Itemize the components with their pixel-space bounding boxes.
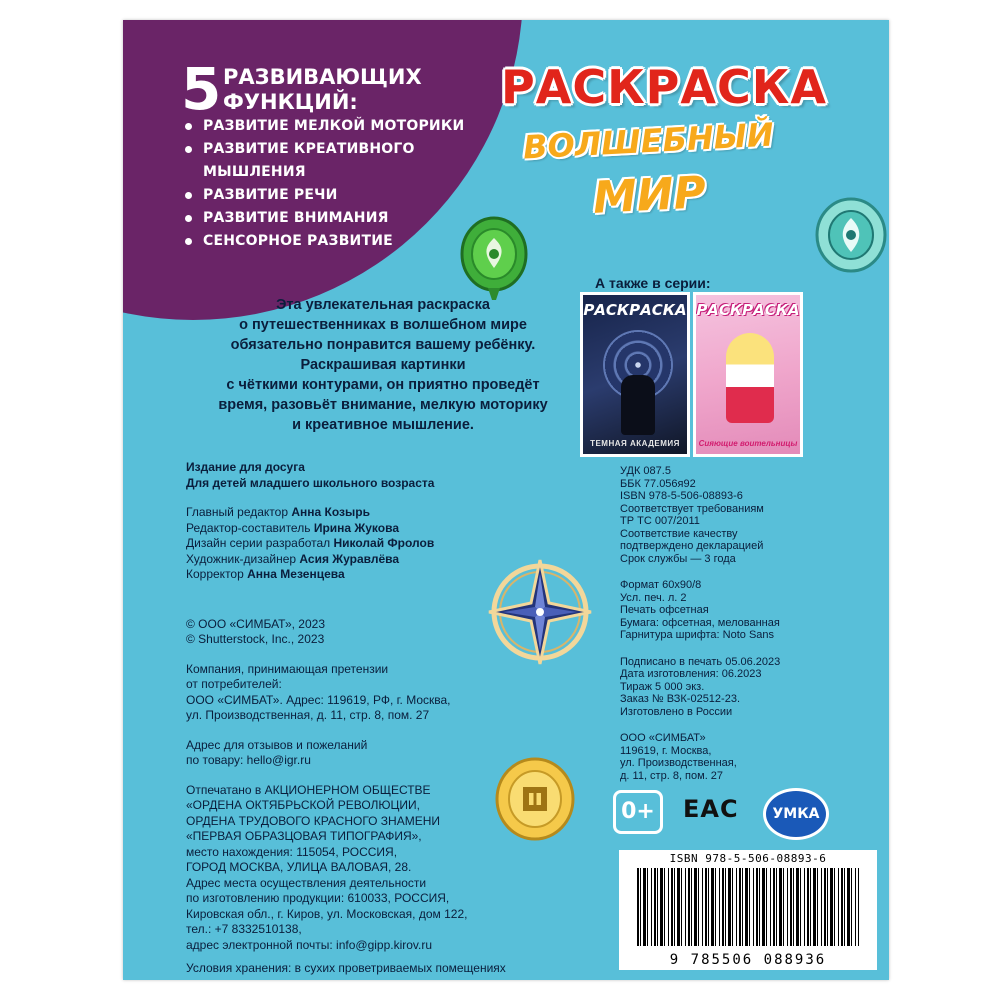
printer-line: «ПЕРВАЯ ОБРАЗЦОВАЯ ТИПОГРАФИЯ», [186,829,422,843]
series-book-subtitle: Сияющие воительницы [698,439,798,448]
credit-line: Главный редактор Анна Козырь [186,505,370,519]
green-emblem-icon [458,212,530,302]
tech-line: ББК 77.056я92 [620,477,696,490]
features-list [183,115,464,253]
tech-line: УДК 087.5 [620,465,671,477]
gold-emblem-icon [493,755,577,843]
tech-line: Дата изготовления: 06.2023 [620,668,762,680]
tech-line: ТР ТС 007/2011 [620,515,700,527]
features-count: 5 [181,55,222,123]
series-label: А также в серии: [595,275,711,291]
barcode-bars [637,868,859,946]
tech-line: Формат 60х90/8 [620,579,702,591]
feature-item: РАЗВИТИЕ ВНИМАНИЯ [183,207,464,230]
series-book-dark-academy[interactable] [580,292,690,457]
tech-line: Подписано в печать 05.06.2023 [620,655,781,668]
printer-line: тел.: +7 8332510138, [186,922,302,936]
barcode-digits: 9 785506 088936 [669,952,827,968]
credit-line: Корректор Анна Мезенцева [186,567,345,581]
printer-line: ГОРОД МОСКВА, УЛИЦА ВАЛОВАЯ, 28. [186,860,412,874]
credit-line: Дизайн серии разработал Николай Фролов [186,536,435,550]
credit-line: Художник-дизайнер Асия Журавлёва [186,551,400,566]
tech-line: Тираж 5 000 экз. [620,680,705,693]
tech-line: 119619, г. Москва, [620,744,712,757]
copyright-line: © Shutterstock, Inc., 2023 [186,632,325,646]
claims-line: ул. Производственная, д. 11, стр. 8, пом. 27 [186,708,430,722]
printer-line: Отпечатано в АКЦИОНЕРНОМ ОБЩЕСТВЕ [186,782,431,797]
feature-item: РАЗВИТИЕ РЕЧИ [183,184,464,207]
barcode-isbn-text: ISBN 978-5-506-08893-6 [669,852,827,865]
tech-line: Бумага: офсетная, мелованная [620,616,780,629]
book-subtitle-line2: МИР [591,167,708,224]
claims-line: ООО «СИМБАТ». Адрес: 119619, РФ, г. Москва, [186,692,451,707]
teal-emblem-icon [813,190,889,280]
eac-mark: ЕАС [683,795,739,823]
printer-line: ОРДЕНА ТРУДОВОГО КРАСНОГО ЗНАМЕНИ [186,813,441,828]
barcode [619,850,877,970]
storage-line: Условия хранения: в сухих проветриваемых помещениях [186,961,506,975]
tech-line: Соответствует требованиям [620,502,764,515]
book-subtitle-line1: ВОЛШЕБНЫЙ [522,115,775,167]
imprint-right-column [620,465,800,782]
tech-line: ISBN 978-5-506-08893-6 [620,490,743,502]
tech-line: Гарнитура шрифта: Noto Sans [620,629,775,641]
series-book-title: РАСКРАСКА [696,301,800,319]
edition-line: Издание для досуга [186,460,305,474]
printer-line: по изготовлению продукции: 610033, РОССИЯ, [186,891,450,905]
feature-item: РАЗВИТИЕ КРЕАТИВНОГО МЫШЛЕНИЯ [183,138,433,184]
tech-line: Срок службы — 3 года [620,552,736,565]
series-book-sailor-warriors[interactable] [693,292,803,457]
tech-line: Печать офсетная [620,604,709,616]
tech-line: д. 11, стр. 8, пом. 27 [620,769,724,782]
features-heading: РАЗВИВАЮЩИХ ФУНКЦИЙ: [223,65,422,114]
feature-item: СЕНСОРНОЕ РАЗВИТИЕ [183,230,464,253]
copyright-line: © ООО «СИМБАТ», 2023 [186,616,325,631]
feedback-line: по товару: hello@igr.ru [186,753,311,767]
brand-logo: УМКА [763,788,829,840]
star-compass-emblem-icon [485,556,595,668]
credit-line: Редактор-составитель Ирина Жукова [186,520,399,535]
character-silhouette [621,375,655,435]
printer-line: место нахождения: 115054, РОССИЯ, [186,844,398,859]
feature-item: РАЗВИТИЕ МЕЛКОЙ МОТОРИКИ [183,115,464,138]
printer-line: Кировская обл., г. Киров, ул. Московская, дом 122, [186,906,468,921]
printer-line: «ОРДЕНА ОКТЯБРЬСКОЙ РЕВОЛЮЦИИ, [186,798,420,812]
tech-line: ул. Производственная, [620,757,737,769]
character-illustration [726,333,774,423]
imprint-left-column [186,460,546,977]
back-cover [123,20,889,980]
tech-line: Соответствие качеству [620,527,738,540]
series-book-title: РАСКРАСКА [583,301,687,319]
series-book-subtitle: ТЕМНАЯ АКАДЕМИЯ [590,439,680,448]
tech-line: ООО «СИМБАТ» [620,732,706,744]
tech-line: Заказ № ВЗК-02512-23. [620,693,740,705]
tech-line: Усл. печ. л. 2 [620,591,687,604]
printer-line: Адрес места осуществления деятельности [186,875,427,890]
claims-line: от потребителей: [186,677,282,691]
printer-line: адрес электронной почты: info@gipp.kirov.ru [186,937,433,952]
age-rating-badge: 0+ [613,790,663,834]
tech-line: Изготовлено в России [620,705,733,718]
tech-line: подтверждено декларацией [620,540,764,552]
feedback-line: Адрес для отзывов и пожеланий [186,737,368,752]
book-title: РАСКРАСКА [501,60,827,114]
edition-line: Для детей младшего школьного возраста [186,475,435,490]
claims-line: Компания, принимающая претензии [186,661,389,676]
description: Эта увлекательная раскраска о путешественниках в волшебном мире обязательно понравится вашему ребёнку. Раскрашивая картинки с чёткими контурами, он приятно проведёт время, разовьёт внимание, мелкую моторику и креативное мышление. [218,297,548,433]
